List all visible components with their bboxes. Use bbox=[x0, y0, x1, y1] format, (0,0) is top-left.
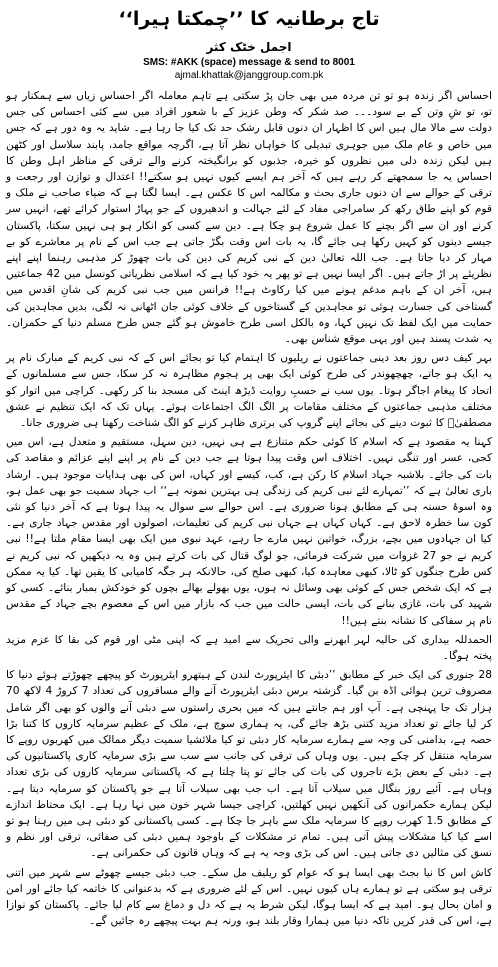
sms-line: SMS: #AKK (space) message & send to 8001 bbox=[143, 57, 355, 68]
body-paragraph: کاش اس کا نیا بجٹ بھی ایسا ہو کہ عوام کو ریلیف مل سکے۔ جب دبئی جیسے چھوٹے سے شہر میں اتنی ترقی ہو سکتی ہے تو ہمارے ہاں کیوں نہیں۔ اس کے لئے ضروری ہے کہ بدعنوانی کا خاتمہ کیا جائے اور امن و امان بحال ہو۔ امید ہے کہ ایسا ہوگا، لیکن شرط یہ ہے کہ دل و دماغ سے کام لیا جائے۔ پاکستان کو نوازا ہے، اس کی قدر کریں تاکہ دنیا میں ہمارا وقار بلند ہو، ورنہ ہم بہت پیچھے رہ جائیں گے۔ bbox=[6, 866, 492, 928]
article-body bbox=[6, 88, 492, 929]
article-title: تاج برطانیہ کا ’’چمکتا ہیرا‘‘ bbox=[118, 8, 380, 30]
author-email: ajmal.khattak@janggroup.com.pk bbox=[174, 70, 324, 81]
body-paragraph: 28 جنوری کی ایک خبر کے مطابق ’’دبئی کا ایئرپورٹ لندن کے ہیتھرو ایئرپورٹ کو پیچھے چھوڑتے ہوئے دنیا کا مصروف ترین ہوائی اڈہ بن گیا۔ گزشتہ برس دبئی ایئرپورٹ آنے والے مسافروں کی تعداد 7 کروڑ 4 لاکھ 70 ہزار تک جا پہنچی ہے۔ آپ اور ہم جانتے ہیں کہ میں بحری راستوں سے دبئی آنے والوں کو بھی اگر شامل کر لیا جائے تو تعداد مزید کتنی بڑھ جائے گی، یہ ہماری سوچ ہے، ملک کے عظیم سرمایہ کاروں کا کتنا بڑا حصہ ہے، بدامنی کی وجہ سے ہمارے سرمایہ کار دبئی تو کیا ملائشیا سمیت دیگر ممالک میں کھربوں روپے کا سرمایہ منتقل کر چکے ہیں۔ یوں وہاں کی ترقی کی جانب سے سب سے بڑی سرمایہ کاری پاکستانیوں کی ہے۔ دبئی کے بعض بڑے تاجروں کی بات کی جائے تو پتا چلتا ہے کہ پاکستانی سرمایہ کاروں کی بڑی تعداد وہاں ہے۔ آئیے روز بنگال میں سیلاب آتا ہے۔ اب جب بھی سیلاب آتا ہے جو پاکستان کو سرمایہ دیتا ہے۔ لیکن ہمارے حکمرانوں کی آنکھیں نہیں کھلتیں، کراچی جیسا شہر خون میں نہا رہا ہے۔ ایک محتاط اندازے کے مطابق 1.5 کھرب روپے کا سرمایہ ملک سے باہر جا چکا ہے۔ کسی پاکستانی کو دبئی ہی میں رہنا ہو تو اسے کیا کیا مشکلات پیش آتی ہیں۔ تمام تر مشکلات کے باوجود ہمیں دبئی کی صفائی، ترقی اور نظم و نسق کی مثالیں دی جاتی ہیں۔ اس کی بڑی وجہ یہ ہے کہ وہاں قانون کی حکمرانی ہے۔ bbox=[6, 669, 493, 860]
body-paragraph: بہر کیف دس روز بعد دینی جماعتوں نے ریلیوں کا اہتمام کیا تو بجائے اس کے کہ نبی کریم کے مبارک نام پر یہ ایک ہو جاتے، چھچھوندر کی طرح کوئی ایک بھی پر ہجوم مظاہرہ نہ کر سکا، جس سے مسلمانوں کے اتحاد کا پیغام اجاگر ہوتا۔ یوں سب نے حسبِ روایت ڈیڑھ اینٹ کی مسجد بنا کر رکھی۔ کراچی میں اتوار کو مختلف مذہبی جماعتوں کے مختلف مقامات پر الگ الگ اجتماعات ہوئے۔ یہاں تک کہ ایک تنظیم نے عشق مصطفیٰؐ کا ثبوت دینے کی بجائے اپنے گروپ کی برتری ظاہر کرنے کو الگ شناخت رکھنا ہی ضروری جانا۔ bbox=[6, 352, 492, 430]
byline bbox=[6, 38, 492, 82]
body-paragraph: الحمدللہ بیداری کی حالیہ لہر ابھرنے والی تحریک سے امید ہے کہ اپنی مٹی اور قوم کی بقا کا عزم مزید پختہ ہوگا۔ bbox=[6, 633, 492, 662]
body-paragraph: احساس اگر زندہ ہو تو تن مردہ میں بھی جان پڑ سکتی ہے تاہم معاملہ اگر احساس زیاں سے ہمکنار ہو تو، تو شِ وتن کے بے سود۔۔۔ صد شکر کہ وطن عزیز کے با شعور افراد میں سے کئی احساس کی جس دولت سے مالا مال ہیں اس کا اظہار ان دنوں قابل رشک حد تک کیا جا رہا ہے۔ شاید یہ وہ دور ہے کہ جس میں خاص و عام ملک میں جوہری تبدیلی کا خواہاں نظر آتا ہے، اگرچہ مواقع جامد، پابند سلاسل اور کٹھن ہیں لیکن زندہ دلی میں نظروں کو خیرہ، جذبوں کو برانگیختہ کرنے والے ترقی کے مناظر اہل وطن کا احساس یہ جا سمجھتے کر رہے ہیں کہ آخر ہم ایسے کیوں نہیں ہو سکتے!! اعتدال و توازن اور رجعت و ترقی کے حوالے سے ان دنوں جاری بحث و مکالمہ اس کا عکس ہے۔ ایسا لگتا ہے کہ ضیاء صاحب نے ملک و قوم کو اپنے طاق رکھ کر سامراجی مفاد کے لئے جہالت و اندھیروں کے جو پہاڑ استوار کرائے تھے، انہیں سر کرنے اور ان سے اگر بچنے کا عمل شروع ہو چکا ہے۔ دین سے کسی کو انکار ہو ہی نہیں سکتا، پاکستان جیسے دینوں کو کہیں رکھا ہی جائے گا، یہ بات اس وقت بگڑ جاتی ہے جب اس کے نام پر معاشرے کو بے مہار کر دیا جاتا ہے۔ جب اللہ تعالیٰ دین کے نبی کریم کی دین کی بات چھوڑ کر مذہبی رہنما اپنے اپنے نظریئے پر اڑ جاتے ہیں۔ اگر ایسا نہیں ہے تو پھر یہ خود کیا ہے کہ اسلامی نظریاتی کونسل میں 42 جماعتیں ہیں، آخر ان کے باہم مدغم ہونے میں کیا رکاوٹ ہے!! فرانس میں جب نبی کریم کی شانِ اقدس میں گستاخی کی جسارت ہوئی تو مجاہدین کے گستاخوں کے خلاف کوئی جان اٹھانی نہ لگی، بدیں مجاہدین کی حمایت میں ایک لفظ تک نہیں کہا، وہ بالکل اسی طرح خاموش ہو گئے جس طرح مسلم دنیا کے حکمران۔ یہ شدت پسند ہیں اور یہی موقع شناس بھی۔ bbox=[6, 90, 492, 346]
author-name: اجمل خٹک کثر bbox=[206, 40, 292, 54]
body-paragraph: کہنا یہ مقصود ہے کہ اسلام کا کوئی حکم متنازع ہے ہی نہیں، دین سہل، مستقیم و متعدل ہے، اس میں کجی، عسر اور تنگی نہیں۔ اختلاف اس وقت پیدا ہوتا ہے جب دین کے نام پر اپنے اپنے عزائم و مقاصد کی بات کی جائے۔ بلاشبہ جہاد اسلام کا رکن ہے، کب، کیسے اور کہاں، اس کی بھی ہدایات موجود ہیں۔ ارشاد باری تعالیٰ ہے کہ ’’تمہارے لئے نبی کریم کی زندگی ہی بہترین نمونہ ہے‘‘ اب جہاد سمیت جو بھی عمل ہو، وہ اسوۂ حسنہ ہی کے مطابق ہونا ضروری ہے۔ اس حوالے سے سوال یہ پیدا ہوتا ہے کہ آخر دنیا کو نئی کون سا خطرہ لاحق ہے۔ کہاں کہاں ہے جہاں نبی کریم کی تعلیمات، اصولوں اور مقدس جہاد جاری ہے۔ کیا ان جہادوں میں بچے، بزرگ، خواتین نہیں مارے جا رہے، عہد نبوی میں ایک بھی ایسا مقام ملتا ہے!! نبی کریم نے جو 27 غزوات میں شرکت فرمائی، جو لوگ قتال کی بات کرتے ہیں وہ یہ دیکھیں کہ نبی کریم نے کس طرح جنگوں کو ٹالا، کبھی معاہدہ کیا، کبھی صلح کی، حالانکہ ہر جگہ کامیابی کا یقین تھا۔ کیا یہ ممکن ہے کہ ایک شخص جس کے کوئی بھی وسائل نہ ہوں، یوں بھولے بھالے بچوں کو خودکش بمبار بنائے۔ کسی کو شہید کی بات، غازی بنانے کی بات، ایسی حالت میں جب کہ بازار میں اس کے معصوم بچے جہاد کے مقدس نام پر سفاکی کا نشانہ بنتے ہیں!! bbox=[6, 436, 492, 627]
